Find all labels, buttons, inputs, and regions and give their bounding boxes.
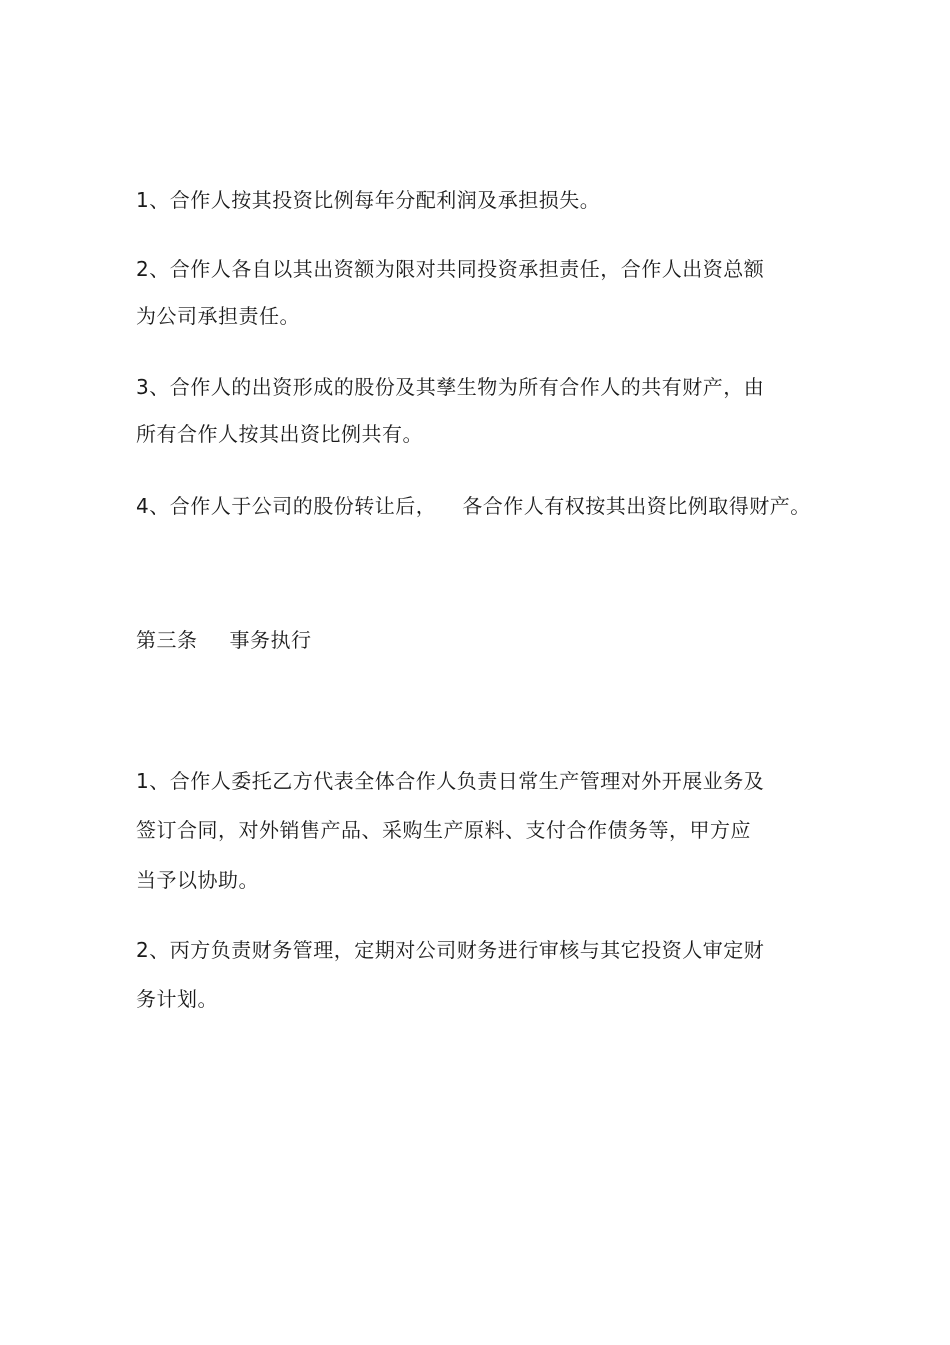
- clause-item-1: 1、合作人按其投资比例每年分配利润及承担损失。: [136, 188, 601, 212]
- duty-item-1-line-2: 签订合同，对外销售产品、采购生产原料、支付合作债务等，甲方应: [136, 818, 751, 842]
- duty-item-1-line-1: 1、合作人委托乙方代表全体合作人负责日常生产管理对外开展业务及: [136, 769, 765, 793]
- duty-item-2-line-1: 2、丙方负责财务管理，定期对公司财务进行审核与其它投资人审定财: [136, 938, 765, 962]
- article-title: 事务执行: [229, 628, 312, 652]
- clause-item-3-line-1: 3、合作人的出资形成的股份及其孳生物为所有合作人的共有财产，由: [136, 375, 765, 399]
- clause-item-4: [136, 492, 811, 520]
- clause-item-2-line-1: 2、合作人各自以其出资额为限对共同投资承担责任，合作人出资总额: [136, 257, 765, 281]
- clause-item-3-line-2: 所有合作人按其出资比例共有。: [136, 422, 423, 446]
- article-heading: [136, 626, 312, 654]
- clause-item-4-part-2: 各合作人有权按其出资比例取得财产。: [462, 494, 811, 518]
- clause-item-4-part-1: 4、合作人于公司的股份转让后，: [136, 494, 437, 518]
- duty-item-2-line-2: 务计划。: [136, 987, 218, 1011]
- duty-item-1-line-3: 当予以协助。: [136, 868, 259, 892]
- clause-item-2-line-2: 为公司承担责任。: [136, 304, 300, 328]
- article-number: 第三条: [136, 628, 198, 652]
